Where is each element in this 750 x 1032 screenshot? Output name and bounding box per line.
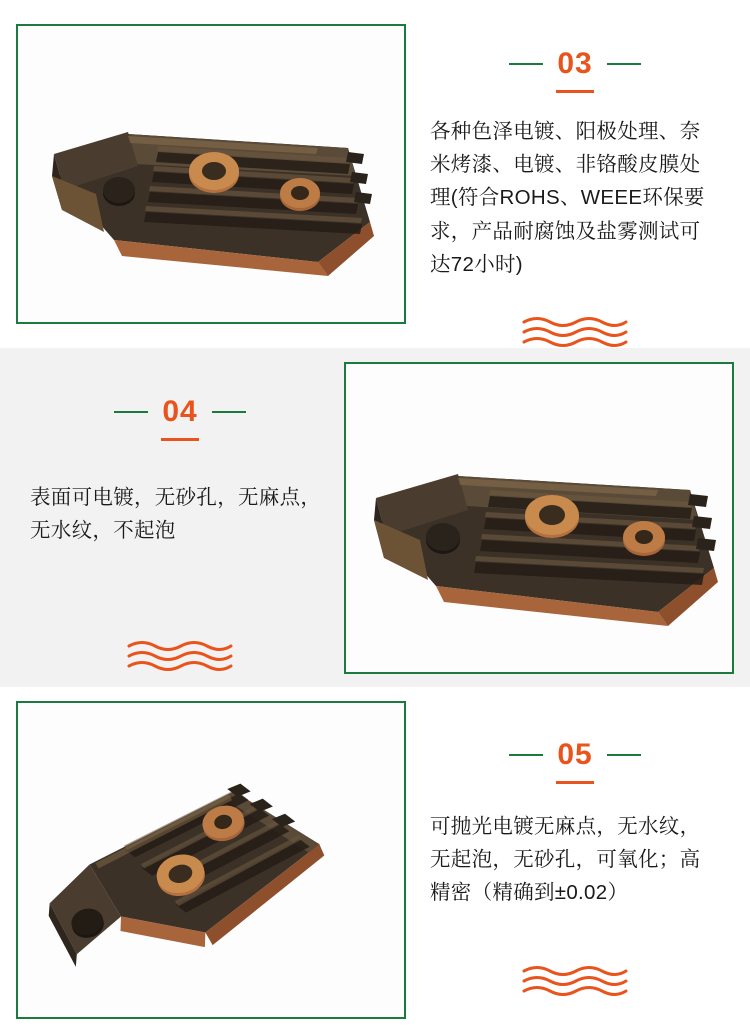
number-underline [556, 781, 594, 784]
product-photo-frame-05 [16, 701, 406, 1019]
metal-bracket-illustration [18, 26, 404, 322]
dash-line-icon [607, 754, 641, 756]
product-photo-05 [18, 703, 404, 1017]
product-photo-frame-04 [344, 362, 734, 674]
number-row-03 [430, 44, 720, 84]
dash-line-icon [509, 63, 543, 65]
metal-bracket-illustration [18, 703, 404, 1017]
number-row-04 [30, 392, 330, 432]
section-04 [0, 348, 750, 687]
product-photo-03 [18, 26, 404, 322]
section-05 [0, 687, 750, 1032]
product-photo-frame-03 [16, 24, 406, 324]
dash-line-icon [114, 411, 148, 413]
section-03 [0, 0, 750, 348]
wavy-lines-icon [520, 315, 630, 351]
section-text-04: 表面可电镀，无砂孔，无麻点，无水纹，不起泡 [30, 486, 322, 543]
dash-line-icon [509, 754, 543, 756]
section-text-05: 可抛光电镀无麻点，无水纹，无起泡，无砂孔，可氧化；高精密（精确到±0.02） [430, 815, 701, 905]
text-block-05 [430, 735, 720, 1000]
dash-line-icon [212, 411, 246, 413]
number-underline [161, 438, 199, 441]
section-text-03: 各种色泽电镀、阳极处理、奈米烤漆、电镀、非铬酸皮膜处理(符合ROHS、WEEE环保要求，产品耐腐蚀及盐雾测试可达72小时) [430, 120, 705, 276]
dash-line-icon [607, 63, 641, 65]
metal-bracket-illustration [346, 364, 732, 672]
section-number-05: 05 [557, 738, 593, 771]
text-block-03 [430, 44, 720, 351]
wavy-lines-icon [520, 964, 630, 1000]
text-block-04 [30, 392, 330, 675]
section-number-04: 04 [162, 395, 198, 428]
wavy-lines-icon [125, 639, 235, 675]
number-underline [556, 90, 594, 93]
product-photo-04 [346, 364, 732, 672]
number-row-05 [430, 735, 720, 775]
section-number-03: 03 [557, 47, 593, 80]
